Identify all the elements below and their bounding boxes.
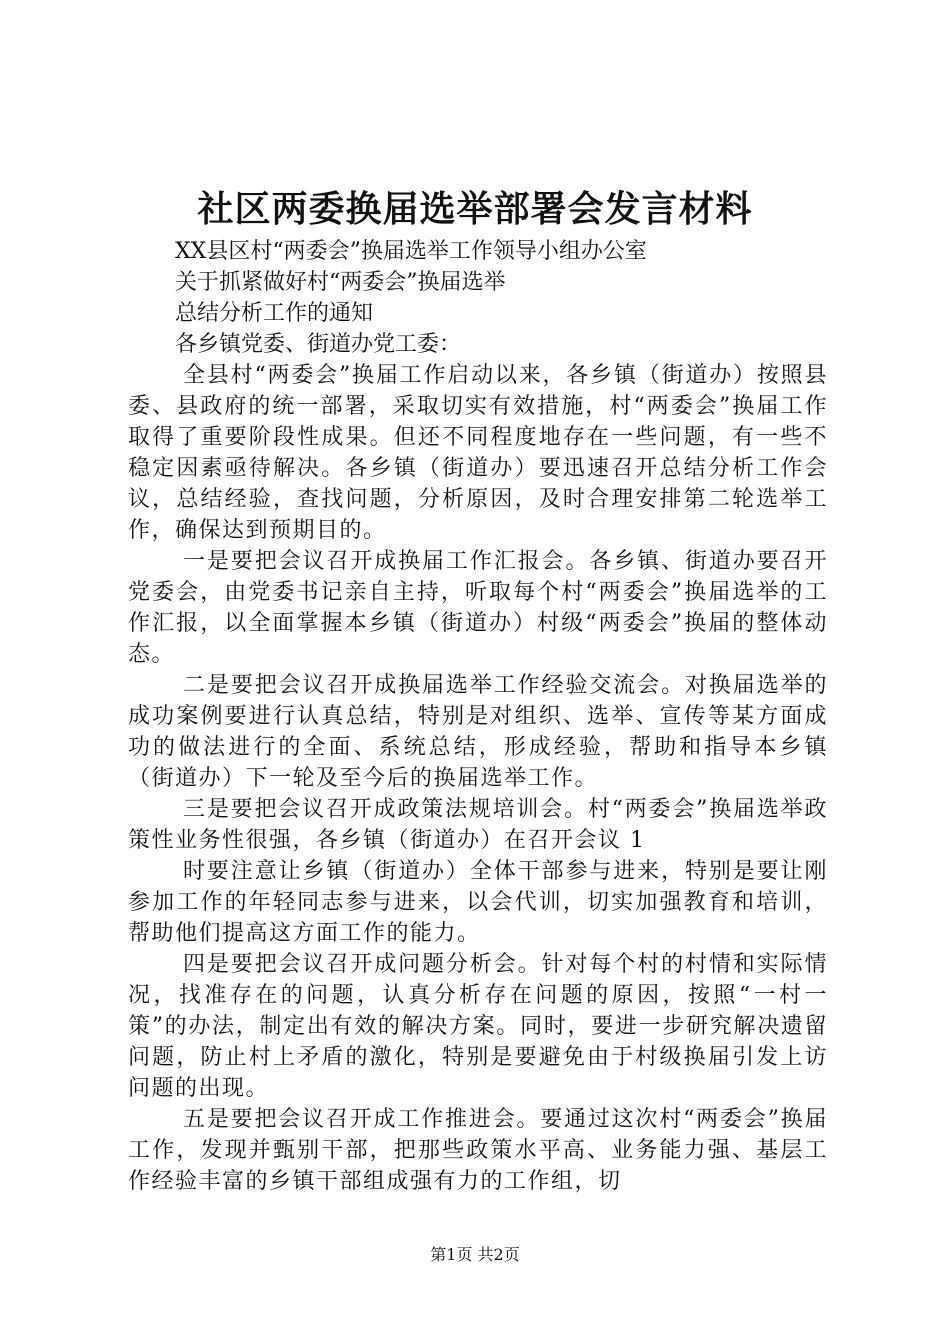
paragraph-point-5: 五是要把会议召开成工作推进会。要通过这次村“两委会”换届工作，发现并甄别干部，把那些政策水平高、业务能力强、基层工作经验丰富的乡镇干部组成强有力的工作组，切 bbox=[128, 1107, 828, 1194]
paragraph-point-2: 二是要把会议召开成换届选举工作经验交流会。对换届选举的成功案例要进行认真总结，特别是对组织、选举、宣传等某方面成功的做法进行的全面、系统总结，形成经验，帮助和指导本乡镇（街道办）下一轮及至今后的换届选举工作。 bbox=[128, 673, 828, 791]
paragraph-point-4: 四是要把会议召开成问题分析会。针对每个村的村情和实际情况，找准存在的问题，认真分析存在问题的原因，按照“一村一策”的办法，制定出有效的解决方案。同时，要进一步研究解决遗留问题，防止村上矛盾的激化，特别是要避免由于村级换届引发上访问题的出现。 bbox=[128, 952, 828, 1101]
salutation-line: 各乡镇党委、街道办党工委： bbox=[175, 332, 462, 357]
notice-title-line-1: 关于抓紧做好村“两委会”换届选举 bbox=[175, 270, 506, 295]
document-title: 社区两委换届选举部署会发言材料 bbox=[197, 188, 753, 230]
page-number-footer: 第1页 共2页 bbox=[430, 1245, 520, 1264]
paragraph-intro: 全县村“两委会”换届工作启动以来，各乡镇（街道办）按照县委、县政府的统一部署，采取切实有效措施，村“两委会”换届工作取得了重要阶段性成果。但还不同程度地存在一些问题，有一些不稳定因素亟待解决。各乡镇（街道办）要迅速召开总结分析工作会议，总结经验，查找问题，分析原因，及时合理安排第二轮选举工作，确保达到预期目的。 bbox=[128, 363, 828, 543]
paragraph-point-3: 三是要把会议召开成政策法规培训会。村“两委会”换届选举政策性业务性很强，各乡镇（街道办）在召开会议 1 bbox=[128, 797, 828, 853]
paragraph-point-1: 一是要把会议召开成换届工作汇报会。各乡镇、街道办要召开党委会，由党委书记亲自主持，听取每个村“两委会”换届选举的工作汇报，以全面掌握本乡镇（街道办）村级“两委会”换届的整体动态。 bbox=[128, 549, 828, 667]
paragraph-point-3-continued: 时要注意让乡镇（街道办）全体干部参与进来，特别是要让刚参加工作的年轻同志参与进来，以会代训，切实加强教育和培训，帮助他们提高这方面工作的能力。 bbox=[128, 859, 828, 946]
document-body bbox=[128, 236, 828, 1197]
notice-title-line-2: 总结分析工作的通知 bbox=[175, 301, 374, 326]
issuer-line: XX县区村“两委会”换届选举工作领导小组办公室 bbox=[175, 239, 647, 264]
